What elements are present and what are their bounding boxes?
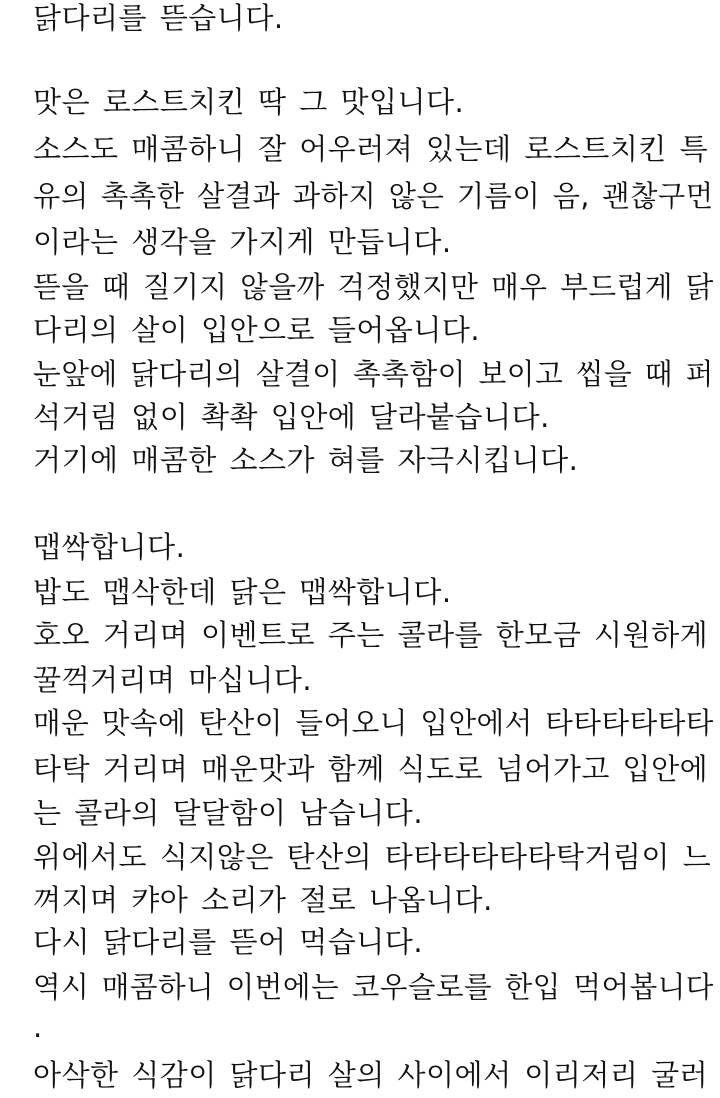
text-line: 다리의 살이 입안으로 들어옵니다. xyxy=(33,313,481,347)
text-line: 껴지며 캬아 소리가 절로 나옵니다. xyxy=(33,883,493,917)
text-line: 이라는 생각을 가지게 만듭니다. xyxy=(33,225,452,259)
text-line: 맵싹합니다. xyxy=(33,530,186,564)
text-line: 밥도 맵삭한데 닭은 맵싹합니다. xyxy=(33,575,452,609)
text-line: 뜯을 때 질기지 않을까 걱정했지만 매우 부드럽게 닭 xyxy=(33,270,714,304)
text-line: 역시 매콤하니 이번에는 코우슬로를 한입 먹어봅니다 xyxy=(33,970,714,1004)
text-line: 타탁 거리며 매운맛과 함께 식도로 넘어가고 입안에 xyxy=(33,752,709,786)
text-line: 위에서도 식지않은 탄산의 타타타타타타탁거림이 느 xyxy=(33,840,712,874)
text-line: 소스도 매콤하니 잘 어우러져 있는데 로스트치킨 특 xyxy=(33,132,709,166)
text-line: . xyxy=(33,1010,43,1044)
text-line: 호오 거리며 이벤트로 주는 콜라를 한모금 시원하게 xyxy=(33,618,709,652)
text-line: 석거림 없이 촥촥 입안에 달라붙습니다. xyxy=(33,400,550,434)
text-line: 눈앞에 닭다리의 살결이 촉촉함이 보이고 씹을 때 퍼 xyxy=(33,357,714,391)
text-line: 아삭한 식감이 닭다리 살의 사이에서 이리저리 굴러 xyxy=(33,1058,709,1092)
text-line: 매운 맛속에 탄산이 들어오니 입안에서 타타타타타타 xyxy=(33,706,714,740)
text-line: 닭다리를 뜯습니다. xyxy=(33,1,284,35)
text-line: 꿀꺽거리며 마십니다. xyxy=(33,663,313,697)
text-line: 다시 닭다리를 뜯어 먹습니다. xyxy=(33,925,424,959)
text-line: 유의 촉촉한 살결과 과하지 않은 기름이 음, 괜찮구먼 xyxy=(33,179,714,213)
text-line: 맛은 로스트치킨 딱 그 맛입니다. xyxy=(33,85,465,119)
text-line: 는 콜라의 달달함이 남습니다. xyxy=(33,796,424,830)
text-line: 거기에 매콤한 소스가 혀를 자극시킵니다. xyxy=(33,443,579,477)
